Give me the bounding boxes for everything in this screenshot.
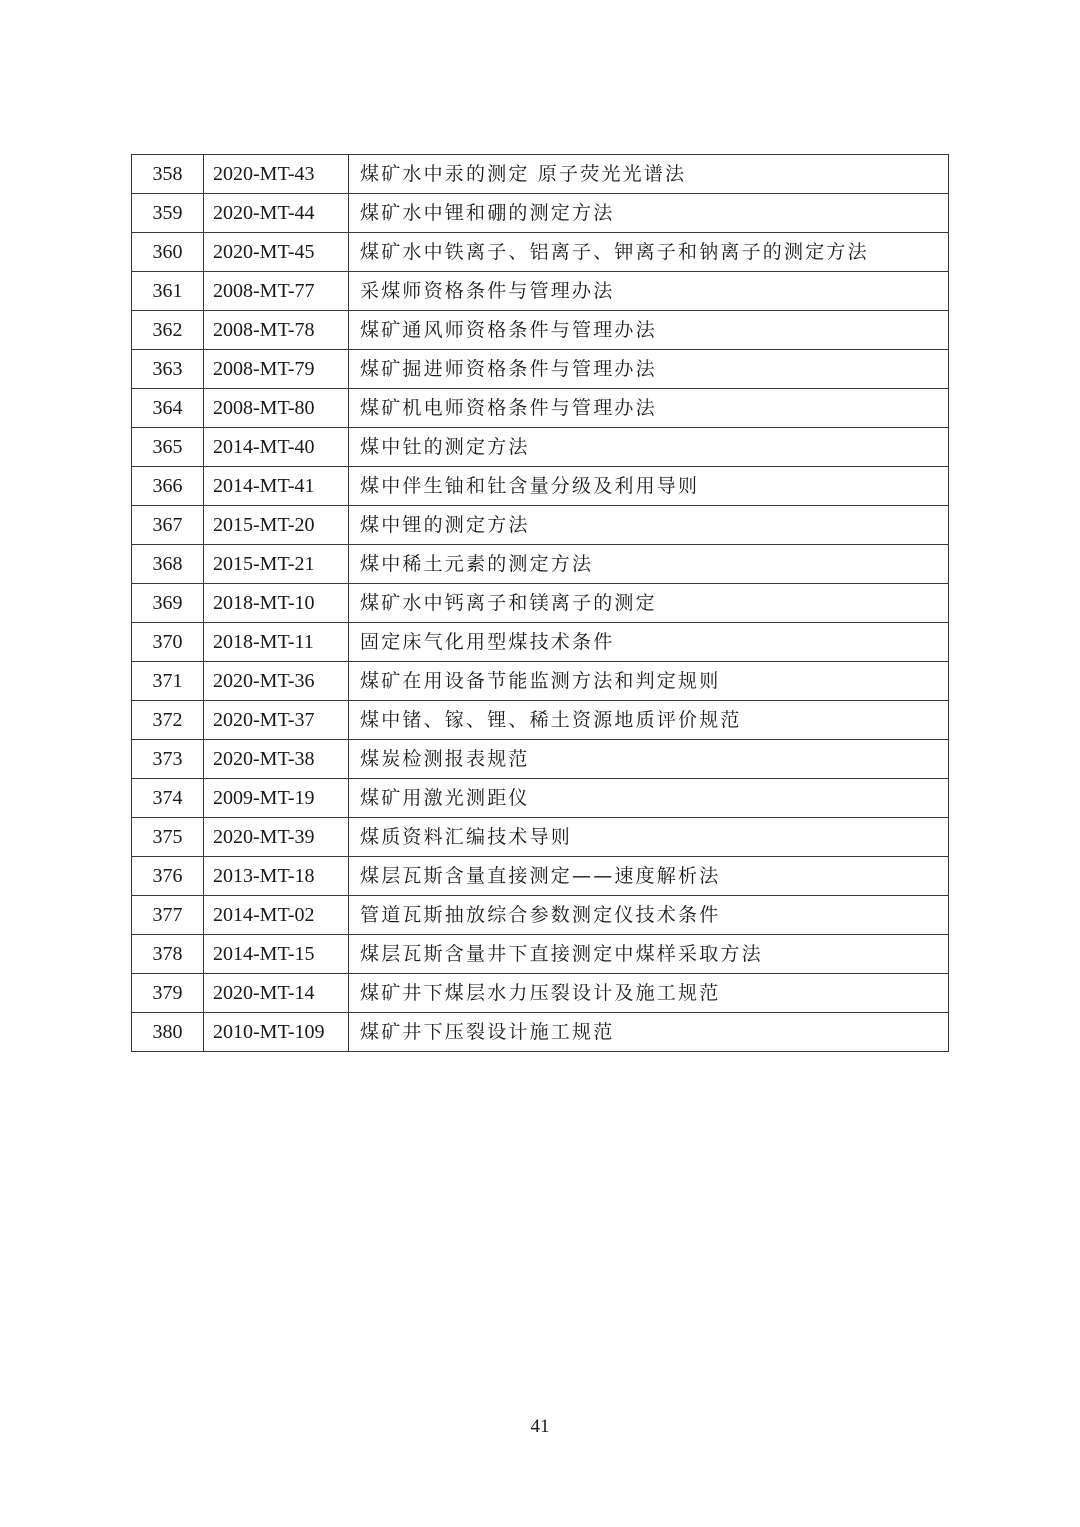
standard-code-cell: 2015-MT-21 (204, 545, 349, 584)
standard-code-cell: 2014-MT-15 (204, 935, 349, 974)
row-number-cell: 380 (132, 1013, 204, 1052)
standard-code-cell: 2020-MT-14 (204, 974, 349, 1013)
table-row (132, 974, 949, 1013)
table-row (132, 740, 949, 779)
row-number-cell: 366 (132, 467, 204, 506)
table-row (132, 584, 949, 623)
standard-title-cell: 煤矿水中铁离子、铝离子、钾离子和钠离子的测定方法 (349, 233, 949, 272)
standard-title-cell: 煤中钍的测定方法 (349, 428, 949, 467)
standard-title-cell: 煤矿在用设备节能监测方法和判定规则 (349, 662, 949, 701)
table-row (132, 272, 949, 311)
standards-table-body (132, 155, 949, 1052)
table-row (132, 935, 949, 974)
standard-code-cell: 2008-MT-80 (204, 389, 349, 428)
row-number-cell: 360 (132, 233, 204, 272)
row-number-cell: 378 (132, 935, 204, 974)
standard-title-cell: 煤矿水中汞的测定 原子荧光光谱法 (349, 155, 949, 194)
table-row (132, 233, 949, 272)
standard-code-cell: 2008-MT-78 (204, 311, 349, 350)
row-number-cell: 375 (132, 818, 204, 857)
table-row (132, 818, 949, 857)
standard-code-cell: 2014-MT-02 (204, 896, 349, 935)
standard-title-cell: 煤矿用激光测距仪 (349, 779, 949, 818)
row-number-cell: 359 (132, 194, 204, 233)
row-number-cell: 370 (132, 623, 204, 662)
row-number-cell: 362 (132, 311, 204, 350)
standard-title-cell: 煤矿水中锂和硼的测定方法 (349, 194, 949, 233)
row-number-cell: 374 (132, 779, 204, 818)
standard-title-cell: 煤层瓦斯含量井下直接测定中煤样采取方法 (349, 935, 949, 974)
row-number-cell: 367 (132, 506, 204, 545)
standard-code-cell: 2010-MT-109 (204, 1013, 349, 1052)
row-number-cell: 373 (132, 740, 204, 779)
row-number-cell: 365 (132, 428, 204, 467)
standard-code-cell: 2020-MT-45 (204, 233, 349, 272)
standard-title-cell: 煤中伴生铀和钍含量分级及利用导则 (349, 467, 949, 506)
table-row (132, 194, 949, 233)
table-row (132, 545, 949, 584)
table-row (132, 467, 949, 506)
standard-title-cell: 煤矿掘进师资格条件与管理办法 (349, 350, 949, 389)
row-number-cell: 376 (132, 857, 204, 896)
table-row (132, 350, 949, 389)
standard-code-cell: 2020-MT-36 (204, 662, 349, 701)
row-number-cell: 364 (132, 389, 204, 428)
row-number-cell: 372 (132, 701, 204, 740)
table-row (132, 389, 949, 428)
standard-code-cell: 2013-MT-18 (204, 857, 349, 896)
row-number-cell: 377 (132, 896, 204, 935)
standard-code-cell: 2020-MT-39 (204, 818, 349, 857)
standard-title-cell: 煤中锂的测定方法 (349, 506, 949, 545)
standard-code-cell: 2018-MT-11 (204, 623, 349, 662)
standard-code-cell: 2020-MT-44 (204, 194, 349, 233)
table-row (132, 896, 949, 935)
standard-title-cell: 煤矿水中钙离子和镁离子的测定 (349, 584, 949, 623)
standard-title-cell: 管道瓦斯抽放综合参数测定仪技术条件 (349, 896, 949, 935)
standard-code-cell: 2008-MT-77 (204, 272, 349, 311)
table-row (132, 701, 949, 740)
standard-code-cell: 2020-MT-43 (204, 155, 349, 194)
row-number-cell: 363 (132, 350, 204, 389)
table-row (132, 155, 949, 194)
standard-code-cell: 2014-MT-41 (204, 467, 349, 506)
standard-title-cell: 煤炭检测报表规范 (349, 740, 949, 779)
standard-title-cell: 采煤师资格条件与管理办法 (349, 272, 949, 311)
row-number-cell: 369 (132, 584, 204, 623)
row-number-cell: 371 (132, 662, 204, 701)
row-number-cell: 358 (132, 155, 204, 194)
standards-table (131, 154, 949, 1052)
standard-title-cell: 固定床气化用型煤技术条件 (349, 623, 949, 662)
standard-code-cell: 2014-MT-40 (204, 428, 349, 467)
standard-title-cell: 煤矿井下煤层水力压裂设计及施工规范 (349, 974, 949, 1013)
standard-code-cell: 2020-MT-37 (204, 701, 349, 740)
standard-title-cell: 煤矿井下压裂设计施工规范 (349, 1013, 949, 1052)
page-number: 41 (530, 1416, 550, 1437)
table-row (132, 311, 949, 350)
table-row (132, 857, 949, 896)
standard-code-cell: 2020-MT-38 (204, 740, 349, 779)
row-number-cell: 368 (132, 545, 204, 584)
row-number-cell: 361 (132, 272, 204, 311)
standard-title-cell: 煤中锗、镓、锂、稀土资源地质评价规范 (349, 701, 949, 740)
row-number-cell: 379 (132, 974, 204, 1013)
table-row (132, 779, 949, 818)
standard-code-cell: 2009-MT-19 (204, 779, 349, 818)
standard-title-cell: 煤中稀土元素的测定方法 (349, 545, 949, 584)
standard-title-cell: 煤层瓦斯含量直接测定——速度解析法 (349, 857, 949, 896)
table-row (132, 1013, 949, 1052)
standard-code-cell: 2018-MT-10 (204, 584, 349, 623)
table-row (132, 662, 949, 701)
standard-code-cell: 2015-MT-20 (204, 506, 349, 545)
standard-title-cell: 煤矿通风师资格条件与管理办法 (349, 311, 949, 350)
table-row (132, 506, 949, 545)
standard-title-cell: 煤质资料汇编技术导则 (349, 818, 949, 857)
standard-title-cell: 煤矿机电师资格条件与管理办法 (349, 389, 949, 428)
standard-code-cell: 2008-MT-79 (204, 350, 349, 389)
table-row (132, 623, 949, 662)
table-row (132, 428, 949, 467)
